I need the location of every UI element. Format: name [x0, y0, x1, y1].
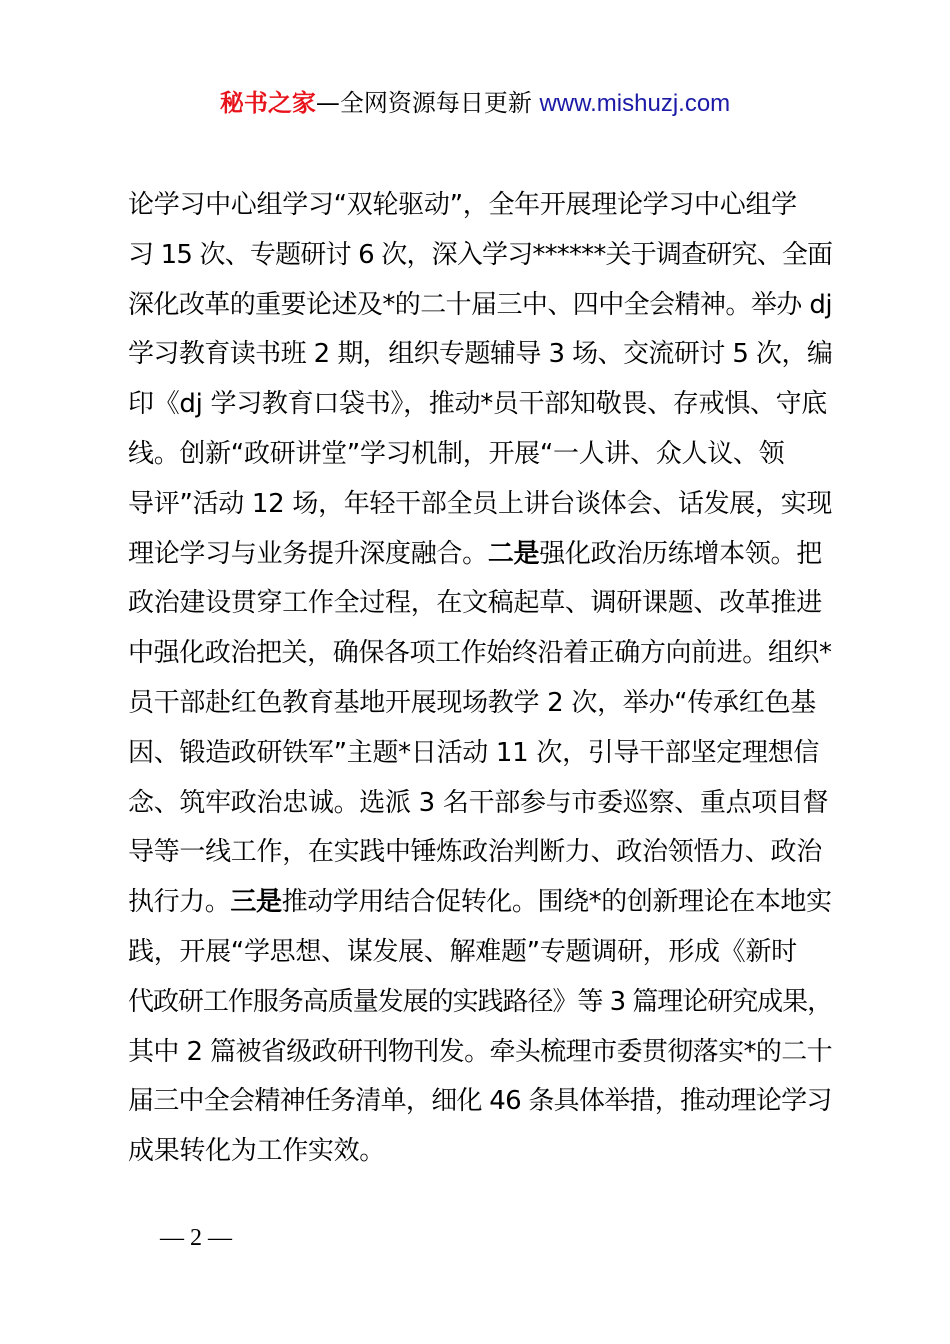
- text-run: 其中 2 篇被省级政研刊物刊发。牵头梳理市委贯彻落实*的二十: [128, 1036, 833, 1067]
- text-line: [128, 878, 832, 928]
- text-line: [128, 380, 832, 430]
- text-line: [128, 530, 832, 580]
- text-line: [128, 1077, 832, 1127]
- header-slogan: —全网资源每日更新: [315, 89, 540, 117]
- text-run: 导等一线工作，在实践中锤炼政治判断力、政治领悟力、政治: [128, 837, 822, 868]
- text-run: 学习教育读书班 2 期，组织专题辅导 3 场、交流研讨 5 次，编: [128, 339, 833, 370]
- site-url-link[interactable]: www.mishuzj.com: [539, 90, 731, 117]
- text-line: [128, 679, 832, 729]
- text-run: 推动学用结合促转化。围绕*的创新理论在本地实: [281, 887, 832, 918]
- text-run: 中强化政治把关，确保各项工作始终沿着正确方向前进。组织*: [128, 638, 832, 669]
- text-line: [128, 330, 832, 380]
- text-line: [128, 231, 832, 281]
- text-line: [128, 181, 832, 231]
- text-line: [128, 430, 832, 480]
- text-run: 习 15 次、专题研讨 6 次，深入学习******关于调查研究、全面: [128, 239, 833, 270]
- text-run: 代政研工作服务高质量发展的实践路径》等 3 篇理论研究成果，: [128, 986, 833, 1017]
- text-run: 线。创新“政研讲堂”学习机制，开展“一人讲、众人议、领: [128, 438, 785, 469]
- text-line: [128, 629, 832, 679]
- text-run: 成果转化为工作实效。: [128, 1136, 386, 1167]
- text-run: 印《dj 学习教育口袋书》，推动*员干部知敬畏、存戒惧、守底: [128, 389, 827, 420]
- text-line: [128, 779, 832, 829]
- text-line: [128, 828, 832, 878]
- text-run: 论学习中心组学习“双轮驱动”，全年开展理论学习中心组学: [128, 190, 797, 220]
- text-line: [128, 1127, 832, 1177]
- page-number: — 2 —: [160, 1225, 232, 1251]
- bold-label: 三是: [230, 887, 282, 918]
- text-run: 执行力。: [128, 887, 231, 918]
- text-line: [128, 978, 832, 1028]
- text-run: 导评”活动 12 场，年轻干部全员上讲台谈体会、话发展，实现: [128, 488, 833, 519]
- text-run: 届三中全会精神任务清单，细化 46 条具体举措，推动理论学习: [128, 1086, 832, 1117]
- text-line: [128, 281, 832, 331]
- text-run: 政治建设贯穿工作全过程，在文稿起草、调研课题、改革推进: [128, 588, 822, 619]
- text-line: [128, 928, 832, 978]
- text-run: 强化政治历练增本领。把: [539, 538, 822, 569]
- text-run: 因、锻造政研铁军”主题*日活动 11 次，引导干部坚定理想信: [128, 737, 820, 768]
- text-line: [128, 480, 832, 530]
- text-run: 深化改革的重要论述及*的二十届三中、四中全会精神。举办 dj: [128, 289, 832, 320]
- bold-label: 二是: [487, 538, 540, 569]
- text-run: 理论学习与业务提升深度融合。: [128, 538, 488, 569]
- site-header: [0, 86, 950, 121]
- brand-name: 秘书之家: [219, 89, 316, 117]
- text-run: 践，开展“学思想、谋发展、解难题”专题调研，形成《新时: [128, 936, 797, 967]
- text-line: [128, 729, 832, 779]
- document-body: [128, 181, 832, 1177]
- text-run: 念、筑牢政治忠诚。选派 3 名干部参与市委巡察、重点项目督: [128, 787, 829, 818]
- text-line: [128, 579, 832, 629]
- text-line: [128, 1028, 832, 1078]
- text-run: 员干部赴红色教育基地开展现场教学 2 次，举办“传承红色基: [128, 687, 816, 718]
